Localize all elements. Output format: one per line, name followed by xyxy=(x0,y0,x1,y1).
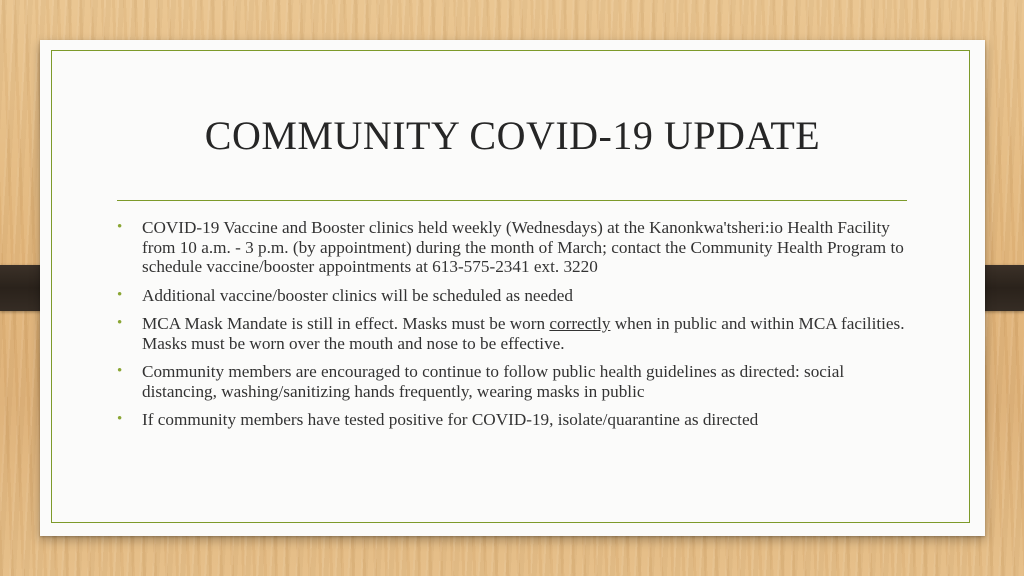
bullet-dot-icon: • xyxy=(117,411,123,427)
bullet-dot-icon: • xyxy=(117,219,123,235)
bullet-item-mask-mandate xyxy=(115,314,920,353)
slide-title: COMMUNITY COVID-19 UPDATE xyxy=(204,113,821,158)
bullet-item-isolate-quarantine xyxy=(115,410,920,430)
bullet-dot-icon: • xyxy=(117,286,123,303)
bullet-item-public-health-guidelines xyxy=(115,362,920,401)
bullet-dot-icon: • xyxy=(117,315,123,331)
bullet-text-after: when in public and within MCA facilities. Masks must be worn over the mouth and nose to be effective. xyxy=(142,314,905,353)
slide-card xyxy=(40,40,985,536)
bullet-text: COVID-19 Vaccine and Booster clinics held weekly (Wednesdays) at the Kanonkwa'tsheri:io Health Facility from 10 a.m. - 3 p.m. (by appointment) during the month of March; contact the Community Health Program to schedule vaccine/booster appointments at 613-575-2341 ext. 3220 xyxy=(142,218,904,276)
bullet-text: If community members have tested positive for COVID-19, isolate/quarantine as directed xyxy=(142,410,759,429)
bullet-item-vaccine-clinics xyxy=(115,218,920,277)
bullet-text: Additional vaccine/booster clinics will be scheduled as needed xyxy=(142,285,573,305)
bullet-text-underlined: correctly xyxy=(549,314,611,333)
bullet-dot-icon: • xyxy=(117,363,123,379)
bullet-text: Community members are encouraged to continue to follow public health guidelines as directed: social distancing, washing/sanitizing hands frequently, wearing masks in public xyxy=(142,362,845,401)
bullet-text-before: MCA Mask Mandate is still in effect. Masks must be worn xyxy=(142,314,550,333)
bullet-list xyxy=(115,218,920,439)
bullet-item-additional-clinics xyxy=(115,286,920,306)
title-divider xyxy=(117,200,907,201)
